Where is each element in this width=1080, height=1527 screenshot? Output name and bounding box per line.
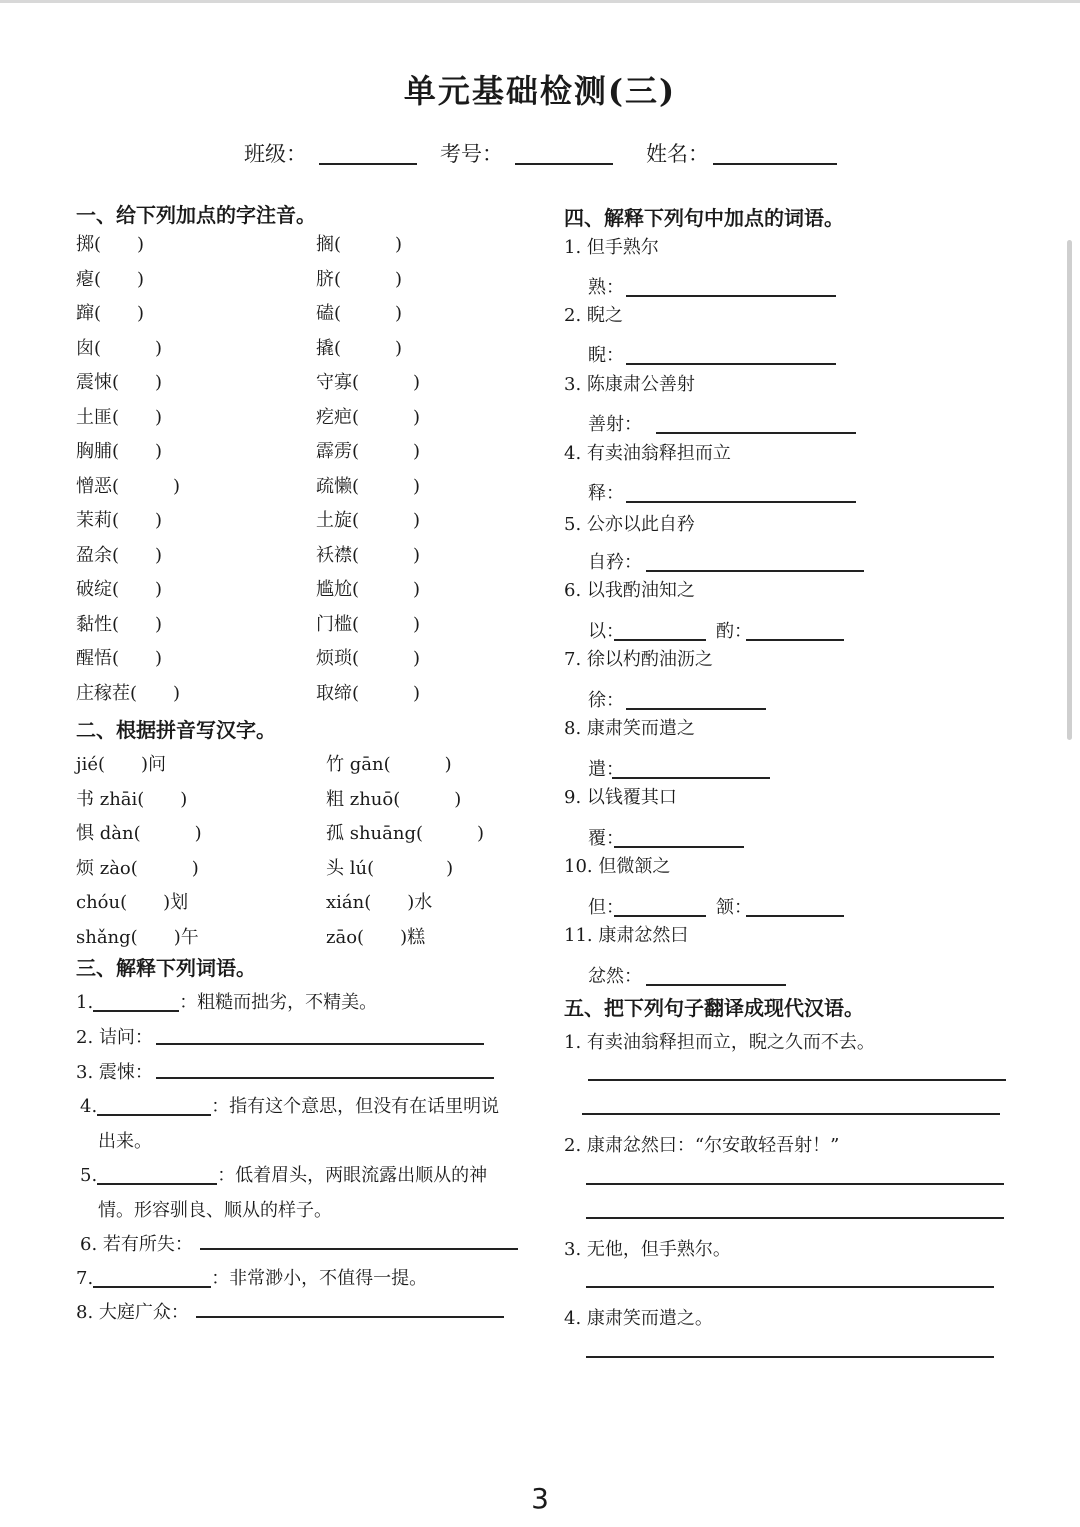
name-field[interactable] xyxy=(646,138,837,168)
s4-answer-label: 徐： xyxy=(588,690,624,711)
section-5-heading: 五、把下列句子翻译成现代汉语。 xyxy=(564,996,864,1020)
exam-no-label: 考号： xyxy=(440,142,503,166)
s3-q7: 7. ：非常渺小，不值得一提。 xyxy=(76,1268,428,1289)
s4-answer-blank[interactable] xyxy=(646,570,864,572)
name-label: 姓名： xyxy=(646,142,709,166)
s1-right-item: 疏懒( ) xyxy=(316,475,421,497)
s4-question: 7. 徐以杓酌油沥之 xyxy=(564,649,713,670)
s4-answer-label: 自矜： xyxy=(588,552,642,573)
s3-q8-blank[interactable] xyxy=(196,1316,504,1318)
s3-q6-blank[interactable] xyxy=(200,1248,518,1250)
s3-q7-blank[interactable] xyxy=(93,1286,211,1288)
s4-answer-label: 睨： xyxy=(588,345,624,366)
s4-answer-blank-2[interactable] xyxy=(746,915,844,917)
s1-right-item: 撬( ) xyxy=(316,337,403,359)
s1-left-item: 庄稼茬( ) xyxy=(76,682,181,704)
s4-answer-blank[interactable] xyxy=(626,363,836,365)
s1-right-item: 守寡( ) xyxy=(316,372,421,393)
s4-answer-blank[interactable] xyxy=(626,295,836,297)
s1-left-item: 囱( ) xyxy=(76,337,163,359)
s5-q2: 2. 康肃忿然曰：“尔安敢轻吾射！” xyxy=(564,1135,840,1156)
s4-answer-blank[interactable] xyxy=(614,639,706,641)
s1-left-item: 憎恶( ) xyxy=(76,475,181,497)
s1-left-item: 盈余( ) xyxy=(76,544,163,566)
s3-q3: 3. 震悚： xyxy=(76,1062,153,1083)
s2-left-item: 烦 zào( ) xyxy=(76,857,199,879)
s1-left-item: 胸脯( ) xyxy=(76,441,163,462)
class-field[interactable] xyxy=(244,138,417,168)
page-title: 单元基础检测(三) xyxy=(403,72,677,110)
s3-q4: 4. ：指有这个意思，但没有在话里明说 xyxy=(80,1096,500,1117)
s4-answer-label: 释： xyxy=(588,483,624,504)
s4-answer-blank-2[interactable] xyxy=(746,639,844,641)
s2-left-item: 惧 dàn( ) xyxy=(76,823,202,845)
section-3-heading: 三、解释下列词语。 xyxy=(76,956,256,980)
section-4-heading: 四、解释下列句中加点的词语。 xyxy=(564,206,844,230)
s1-left-item: 土匪( ) xyxy=(76,406,163,428)
s5-q2-line-1[interactable] xyxy=(586,1183,1004,1185)
s4-answer-label: 善射： xyxy=(588,414,642,435)
s1-left-item: 醒悟( ) xyxy=(76,648,163,669)
s1-left-item: 黏性( ) xyxy=(76,613,163,635)
s5-q2-line-2[interactable] xyxy=(586,1217,1004,1219)
s3-q4-blank[interactable] xyxy=(97,1114,211,1116)
s4-answer-label: 熟： xyxy=(588,277,624,298)
s2-right-item: zāo( )糕 xyxy=(326,927,426,948)
s1-left-item: 茉莉( ) xyxy=(76,510,163,531)
s1-left-item: 瘪( ) xyxy=(76,268,145,290)
s3-q1-blank[interactable] xyxy=(93,1010,179,1012)
class-label: 班级： xyxy=(244,142,307,166)
s5-q4-line[interactable] xyxy=(586,1356,994,1358)
s4-answer-label: 覆： xyxy=(588,828,624,849)
exam-no-field[interactable] xyxy=(440,138,613,168)
s4-answer-label: 以： xyxy=(588,621,624,642)
s4-question: 2. 睨之 xyxy=(564,305,623,326)
s1-right-item: 脐( ) xyxy=(316,268,403,290)
s4-answer-blank[interactable] xyxy=(614,846,744,848)
s3-q1: 1. ：粗糙而拙劣，不精美。 xyxy=(76,992,378,1013)
s1-right-item: 尴尬( ) xyxy=(316,579,421,600)
s5-q1-line-1[interactable] xyxy=(588,1079,1006,1081)
s4-question: 3. 陈康肃公善射 xyxy=(564,374,695,395)
s2-left-item: shǎng( )午 xyxy=(76,927,199,948)
s1-right-item: 土旋( ) xyxy=(316,510,421,531)
s5-q3-line[interactable] xyxy=(586,1286,994,1288)
class-blank[interactable] xyxy=(319,163,417,165)
s3-q4-cont: 出来。 xyxy=(98,1131,152,1152)
s4-answer-label-2: 颔： xyxy=(716,897,752,918)
section-2-heading: 二、根据拼音写汉字。 xyxy=(76,718,276,742)
s4-question: 4. 有卖油翁释担而立 xyxy=(564,443,731,464)
s2-left-item: jié( )问 xyxy=(76,754,167,775)
s4-question: 11. 康肃忿然曰 xyxy=(564,925,689,946)
s4-answer-blank[interactable] xyxy=(626,708,766,710)
s3-q5-blank[interactable] xyxy=(97,1183,217,1185)
exam-no-blank[interactable] xyxy=(515,163,613,165)
s1-right-item: 磕( ) xyxy=(316,303,403,324)
s1-right-item: 袄襟( ) xyxy=(316,544,421,566)
s1-right-item: 烦琐( ) xyxy=(316,648,421,669)
s4-answer-label: 但： xyxy=(588,897,624,918)
s1-left-item: 蹿( ) xyxy=(76,303,145,324)
s2-right-item: 孤 shuāng( ) xyxy=(326,823,485,845)
s1-right-item: 疙疤( ) xyxy=(316,406,421,428)
s2-right-item: 粗 zhuō( ) xyxy=(326,788,462,810)
s4-question: 8. 康肃笑而遣之 xyxy=(564,718,695,739)
page-number: 3 xyxy=(531,1482,549,1515)
s2-left-item: 书 zhāi( ) xyxy=(76,788,188,810)
s4-question: 6. 以我酌油知之 xyxy=(564,580,695,601)
s4-answer-blank[interactable] xyxy=(646,984,786,986)
s4-answer-blank[interactable] xyxy=(656,432,856,434)
s5-q4: 4. 康肃笑而遣之。 xyxy=(564,1308,713,1329)
s1-left-item: 掷( ) xyxy=(76,234,145,255)
s1-right-item: 门槛( ) xyxy=(316,613,421,635)
s2-right-item: xián( )水 xyxy=(326,892,433,914)
section-1-heading: 一、给下列加点的字注音。 xyxy=(76,203,316,227)
s3-q2-blank[interactable] xyxy=(156,1043,484,1045)
s1-right-item: 取缔( ) xyxy=(316,682,421,704)
s4-answer-blank[interactable] xyxy=(626,501,856,503)
page-top-border xyxy=(0,0,1080,3)
s3-q5: 5. ：低着眉头，两眼流露出顺从的神 xyxy=(80,1165,488,1186)
s4-question: 10. 但微颔之 xyxy=(564,856,671,877)
s2-right-item: 竹 gān( ) xyxy=(326,754,452,775)
s4-answer-label-2: 酌： xyxy=(716,621,752,642)
s2-left-item: chóu( )划 xyxy=(76,892,189,914)
s4-question: 9. 以钱覆其口 xyxy=(564,787,677,808)
s5-q3: 3. 无他，但手熟尔。 xyxy=(564,1239,731,1260)
s1-left-item: 破绽( ) xyxy=(76,579,163,600)
s4-question: 5. 公亦以此自矜 xyxy=(564,514,695,535)
s4-answer-label: 遣： xyxy=(588,759,624,780)
s4-answer-blank[interactable] xyxy=(612,777,770,779)
s3-q2: 2. 诘问： xyxy=(76,1027,153,1048)
s5-q1: 1. 有卖油翁释担而立，睨之久而不去。 xyxy=(564,1032,875,1053)
s4-answer-blank[interactable] xyxy=(614,915,706,917)
s2-right-item: 头 lú( ) xyxy=(326,857,454,879)
scrollbar[interactable] xyxy=(1067,240,1072,740)
s4-answer-label: 忿然： xyxy=(588,966,642,987)
s4-question: 1. 但手熟尔 xyxy=(564,237,659,258)
s3-q6: 6. 若有所失： xyxy=(80,1234,193,1255)
s3-q8: 8. 大庭广众： xyxy=(76,1302,189,1323)
s1-right-item: 搁( ) xyxy=(316,234,403,255)
s3-q3-blank[interactable] xyxy=(156,1077,494,1079)
s3-q5-cont: 情。形容驯良、顺从的样子。 xyxy=(98,1200,332,1221)
s5-q1-line-2[interactable] xyxy=(582,1113,1000,1115)
name-blank[interactable] xyxy=(713,163,837,165)
s1-left-item: 震悚( ) xyxy=(76,372,163,393)
s1-right-item: 霹雳( ) xyxy=(316,441,421,462)
